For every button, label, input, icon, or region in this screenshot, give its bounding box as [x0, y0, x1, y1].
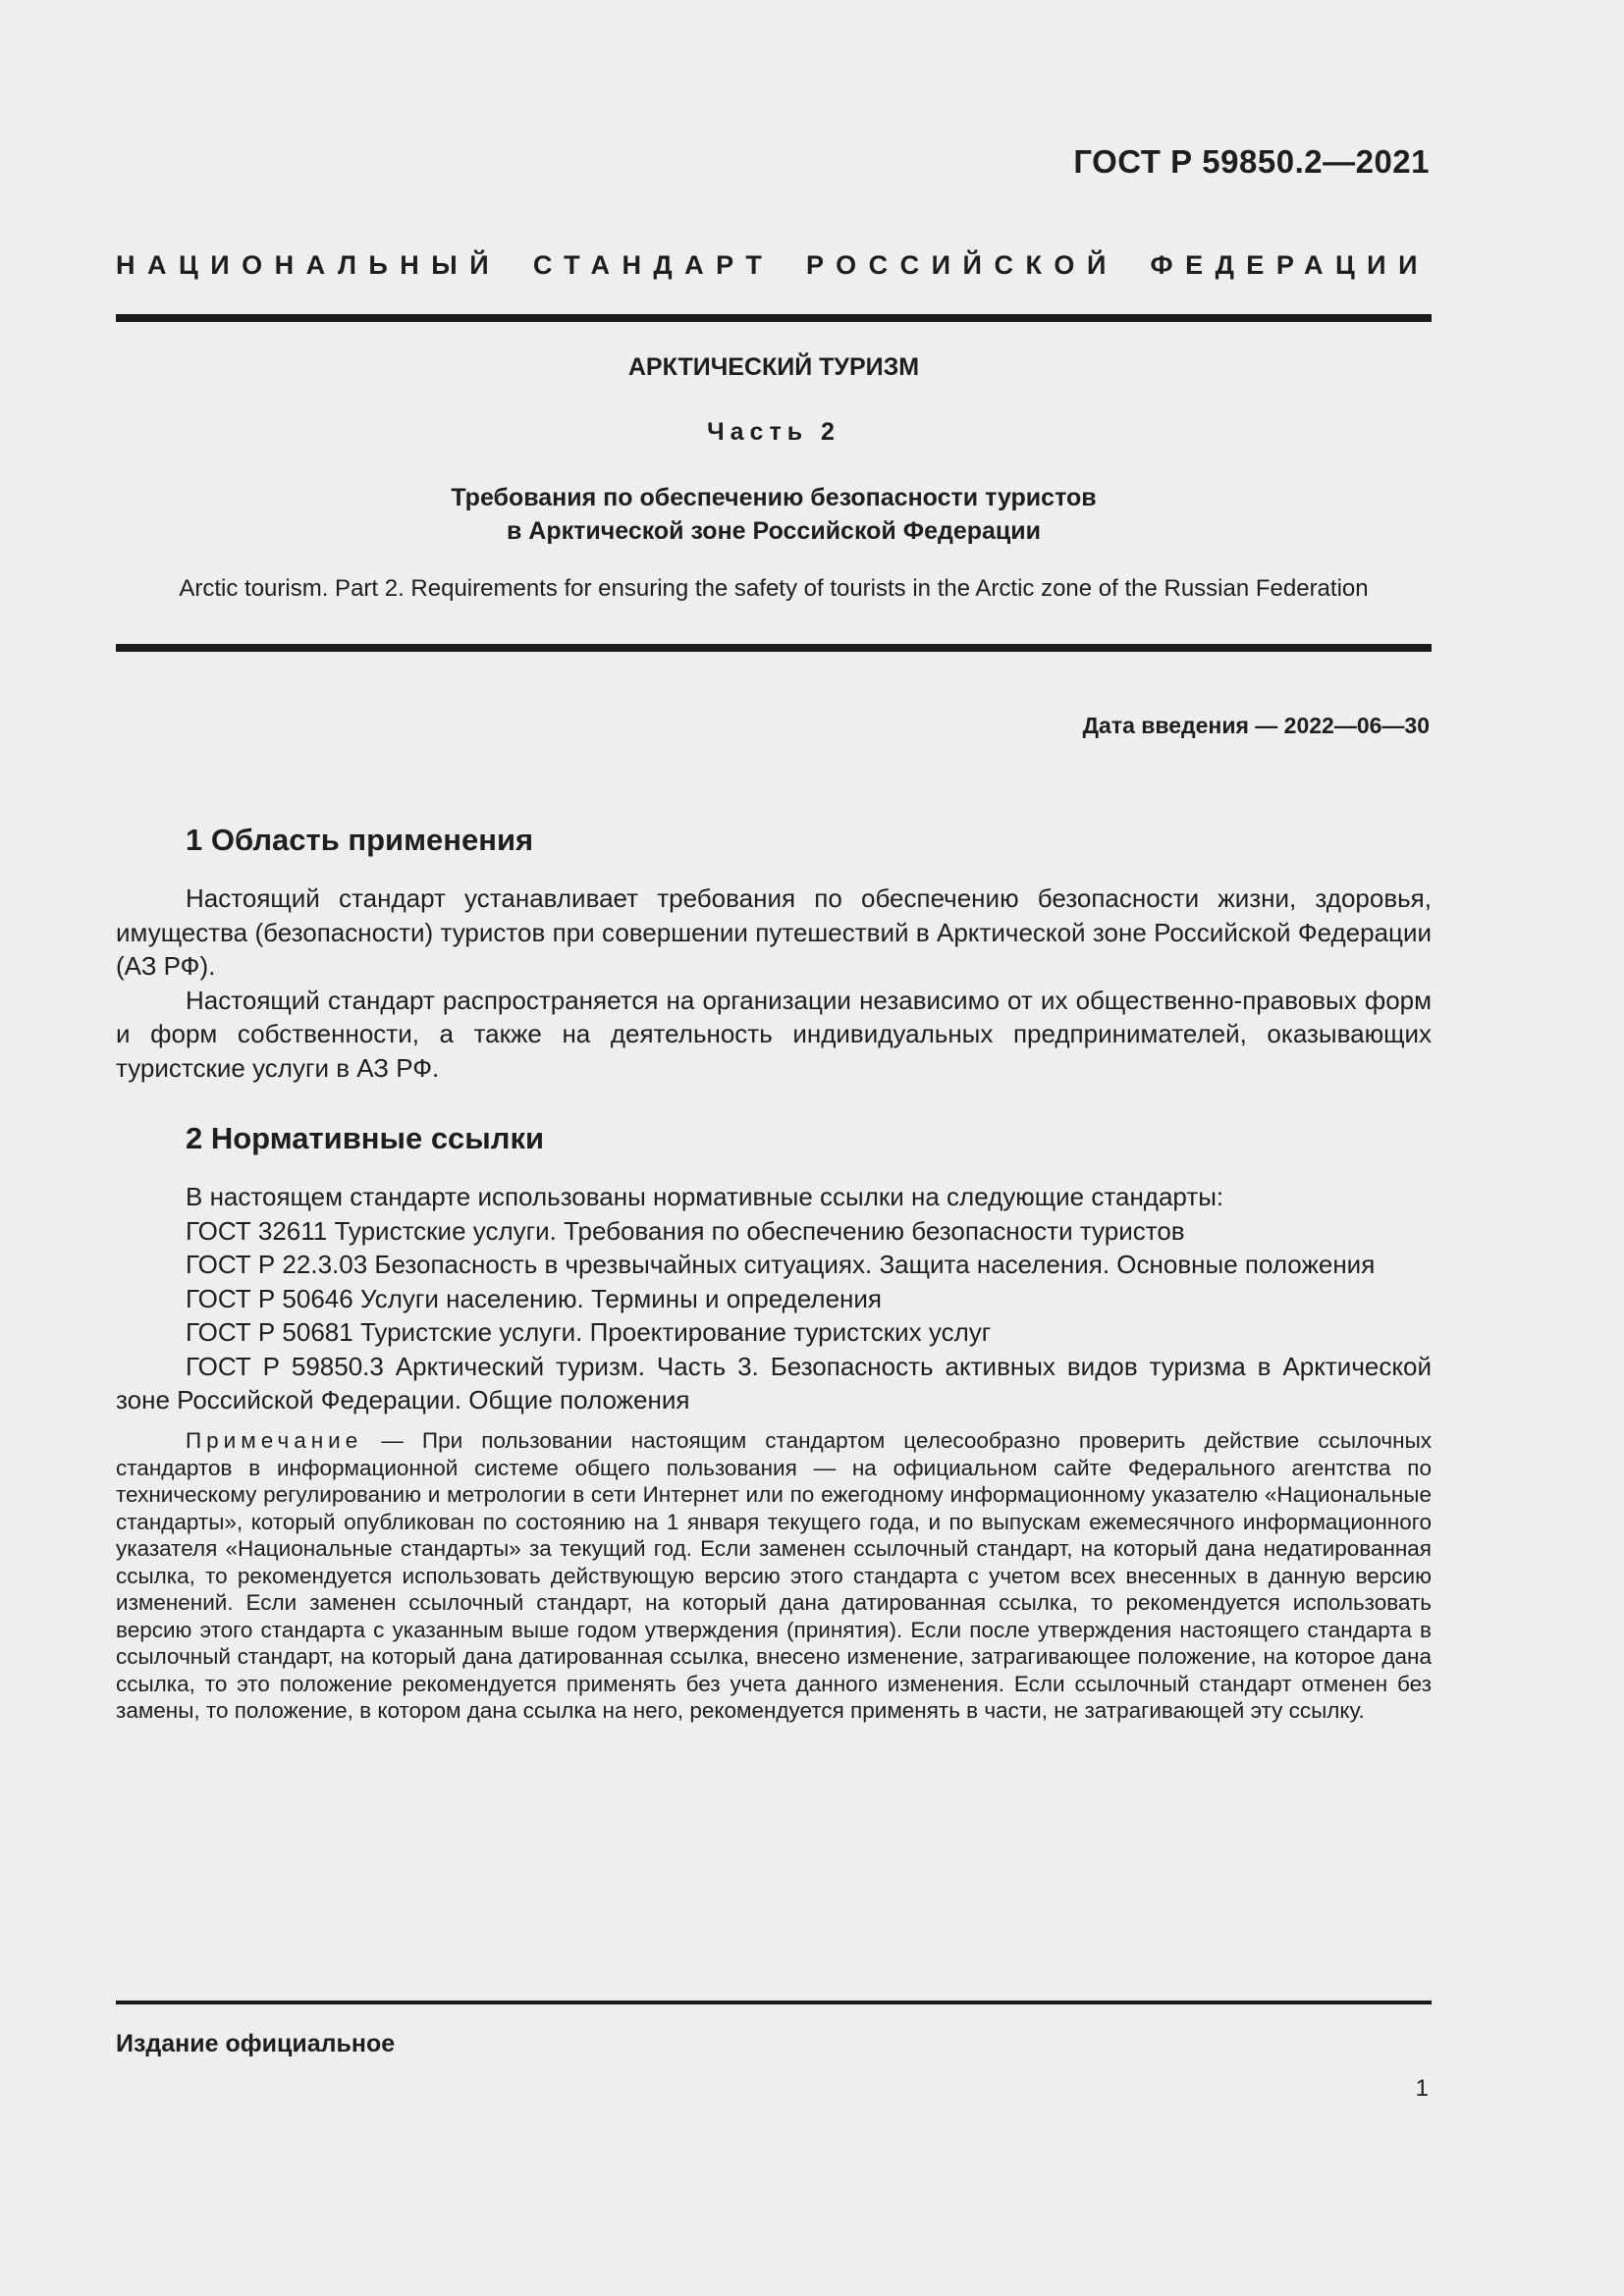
reference-item: ГОСТ 32611 Туристские услуги. Требования по обеспечению безопасности туристов [186, 1215, 1185, 1246]
section-2-title: 2 Нормативные ссылки [186, 1121, 545, 1155]
note-paragraph [116, 1427, 1432, 1725]
subtitle-line-2: в Арктической зоне Российской Федерации [506, 517, 1042, 545]
section-1-paragraph: Настоящий стандарт устанавливает требования по обеспечению безопасности жизни, здоровья, имущества (безопасности) туристов при совершении путешествий в Арктической зоне Российской Федерации (АЗ РФ). [116, 883, 1432, 981]
title-bottom-divider [116, 644, 1432, 652]
references-intro: В настоящем стандарте использованы нормативные ссылки на следующие стандарты: [186, 1182, 1224, 1211]
document-number: ГОСТ Р 59850.2—2021 [1073, 143, 1430, 180]
footer-divider [116, 2001, 1432, 2004]
note-block [116, 1427, 1432, 1725]
page-number: 1 [1415, 2075, 1429, 2102]
reference-item: ГОСТ Р 22.3.03 Безопасность в чрезвычайных ситуациях. Защита населения. Основные положения [186, 1250, 1376, 1279]
section-1-paragraph: Настоящий стандарт распространяется на организации независимо от их общественно-правовых форм и форм собственности, а также на деятельность индивидуальных предпринимателей, оказывающих туристские услуги в АЗ РФ. [116, 985, 1432, 1083]
reference-item: ГОСТ Р 50681 Туристские услуги. Проектирование туристских услуг [186, 1317, 992, 1347]
national-standard-heading: НАЦИОНАЛЬНЫЙ СТАНДАРТ РОССИЙСКОЙ ФЕДЕРАЦИИ [116, 250, 1430, 280]
subtitle-line-1: Требования по обеспечению безопасности туристов [451, 484, 1097, 511]
section-2-body [116, 1180, 1432, 1417]
reference-item: ГОСТ Р 59850.3 Арктический туризм. Часть 3. Безопасность активных видов туризма в Арктической зоне Российской Федерации. Общие положения [116, 1351, 1432, 1415]
official-edition-label: Издание официальное [116, 2030, 396, 2057]
document-title: АРКТИЧЕСКИЙ ТУРИЗМ [627, 353, 920, 381]
note-text: — При пользовании настоящим стандартом целесообразно проверить действие ссылочных стандартов в информационной системе общего пользования — на официальном сайте Федерального агентства по техническому регулированию и метрологии в сети Интернет или по ежегодному информационному указателю «Национальные стандарты», который опубликован по состоянию на 1 января текущего года, и по выпускам ежемесячного информационного указателя «Национальные стандарты» за текущий год. Если заменен ссылочный стандарт, на который дана недатированная ссылка, то рекомендуется использовать действующую версию этого стандарта с учетом всех внесенных в данную версию изменений. Если заменен ссылочный стандарт, на который дана датированная ссылка, то рекомендуется использовать версию этого стандарта с указанным выше годом утверждения (принятия). Если после утверждения настоящего стандарта в ссылочный стандарт, на который дана датированная ссылка, внесено изменение, затрагивающее положение, на которое дана ссылка, то это положение рекомендуется применять без учета данного изменения. Если ссылочный стандарт отменен без замены, то положение, в котором дана ссылка на него, рекомендуется применять в части, не затрагивающей эту ссылку. [116, 1428, 1432, 1723]
section-1-title: 1 Область применения [186, 823, 534, 857]
part-label: Часть 2 [707, 418, 840, 446]
document-subtitle [116, 481, 1432, 548]
top-divider [116, 314, 1432, 322]
introduction-date: Дата введения — 2022—06—30 [1082, 713, 1430, 738]
note-label: Примечание [186, 1428, 363, 1453]
english-title: Arctic tourism. Part 2. Requirements for ensuring the safety of tourists in the Arctic zone of the Russian Federation [179, 575, 1369, 602]
reference-item: ГОСТ Р 50646 Услуги населению. Термины и определения [186, 1283, 883, 1313]
section-1-body [116, 881, 1432, 1085]
